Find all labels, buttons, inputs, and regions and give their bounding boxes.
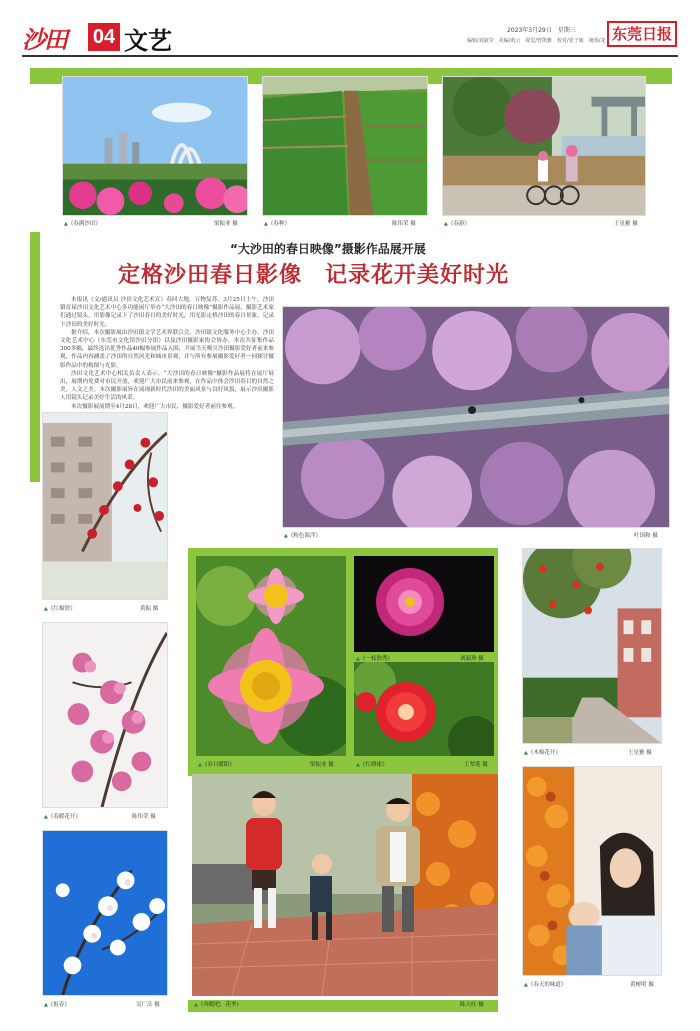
article-headline: 定格沙田春日影像 记录花开美好时光 xyxy=(118,262,510,288)
photo-kapok-bloom xyxy=(522,548,662,744)
sha-tian-logo: 沙田 xyxy=(22,25,66,54)
photo-credit: 陈伟荣 摄 xyxy=(132,814,156,820)
photo-credit: 刘淑珍 摄 xyxy=(460,656,484,662)
photo-spring-outing xyxy=(442,76,646,216)
photo-spring-blossom xyxy=(42,622,168,808)
article-paragraph: 据介绍，本次摄影展由沙田镇文学艺术界联合会、沙田镇文化服务中心主办，沙田文化艺术中心（东莞市文化馆沙田分馆）以及沙田摄影家协会协办。本次共征集作品300多幅，最终选出优秀作品40幅参展作品入围，开展当天吸引沙田摄影爱好者前来参观，作品内容涵盖了沙田的自然风光和城市景观，并与所有参展摄影爱好者一同探讨摄影作品中的构图与光影。 xyxy=(60,329,274,369)
photo-credit: 陈天旺 摄 xyxy=(460,1002,484,1008)
photo-caption: ▲《报春》 xyxy=(44,1002,70,1008)
photo-caption: ▲《粉色海洋》 xyxy=(284,533,321,539)
photo-caption: ▲《木棉花开》 xyxy=(524,750,561,756)
page-number: 04 xyxy=(88,23,120,51)
photo-credit: 吴广庆 摄 xyxy=(136,1002,160,1008)
masthead-rule xyxy=(22,55,678,57)
photo-spring-town xyxy=(62,76,248,216)
photo-credit: 黄振 摄 xyxy=(140,606,159,612)
photo-spring-sunshine xyxy=(196,556,346,756)
photo-caption: ▲《春日暖阳》 xyxy=(198,762,235,768)
editor-credits: 编辑/刘淑莹 美编/黄云 视觉/曾凯雅 校对/张子敏 统筹/龙 xyxy=(467,38,606,44)
photo-caption: ▲《春暖花开》 xyxy=(44,814,81,820)
decor-band xyxy=(30,232,40,482)
issue-date: 2023年3月29日 星期三 xyxy=(507,27,576,34)
photo-caption: ▲《红棉情》 xyxy=(44,606,76,612)
photo-herald-spring xyxy=(42,830,168,996)
photo-spring-planting xyxy=(262,76,428,216)
photo-one-stands-out xyxy=(354,556,494,652)
photo-caption: ▲《春种》 xyxy=(264,221,290,227)
section-title: 文艺 xyxy=(124,27,172,55)
article-paragraph: 沙田文化艺术中心相关负责人表示，“大沙田的春日映像”摄影作品展将在展厅展出，展期内免费对市民开放，欢迎广大市民前来参观，在作品中体会沙田春日的自然之美，人文之美。本次摄影展旨在展现新时代沙田的美丽风景与良好风貌，展示沙田摄影人用镜头记录美好生活的风采。 xyxy=(60,370,274,402)
photo-credit: 王星雅 摄 xyxy=(614,221,638,227)
photo-credit: 王翠莲 摄 xyxy=(464,762,488,768)
photo-credit: 梁振业 摄 xyxy=(310,762,334,768)
photo-taste-of-spring xyxy=(522,766,662,976)
photo-credit: 王星雅 摄 xyxy=(628,750,652,756)
photo-credit: 叶国和 摄 xyxy=(634,533,658,539)
article-body xyxy=(60,296,274,411)
photo-run-flower-season xyxy=(192,774,498,996)
photo-caption: ▲《红绣球》 xyxy=(356,762,388,768)
photo-kapok-love xyxy=(42,412,168,600)
photo-caption: ▲《春满沙田》 xyxy=(64,221,101,227)
photo-caption: ▲《一枝独秀》 xyxy=(356,656,393,662)
article-paragraph: 本报讯（文/通讯员 沙田文化艺术宣）春回大地，万物复苏。3月25日上午，沙田镇首届沙田文化艺术中心多功能展厅举办“大沙田的春日映像”摄影作品展，摄影艺术家们通过镜头，用影像记录下了沙田春日的美好时光，用光影定格沙田的春日景象，记录下沙田的美好时光。 xyxy=(60,297,274,328)
article-paragraph: 本次摄影展展期至4月28日，欢迎广大市民、摄影爱好者前往参观。 xyxy=(71,403,239,410)
photo-caption: ▲《春游》 xyxy=(444,221,470,227)
photo-credit: 黄树明 摄 xyxy=(630,982,654,988)
masthead xyxy=(0,0,700,56)
photo-caption: ▲《奔跑吧，花季》 xyxy=(194,1002,242,1008)
photo-caption: ▲《春天的味道》 xyxy=(524,982,567,988)
photo-credit: 陈伟荣 摄 xyxy=(392,221,416,227)
article-kicker: “大沙田的春日映像”摄影作品展开展 xyxy=(230,242,426,256)
photo-pink-sea xyxy=(282,306,670,528)
photo-credit: 梁振业 摄 xyxy=(214,221,238,227)
photo-red-hydrangea xyxy=(354,662,494,756)
newspaper-logo: 东莞日报 xyxy=(607,21,677,47)
